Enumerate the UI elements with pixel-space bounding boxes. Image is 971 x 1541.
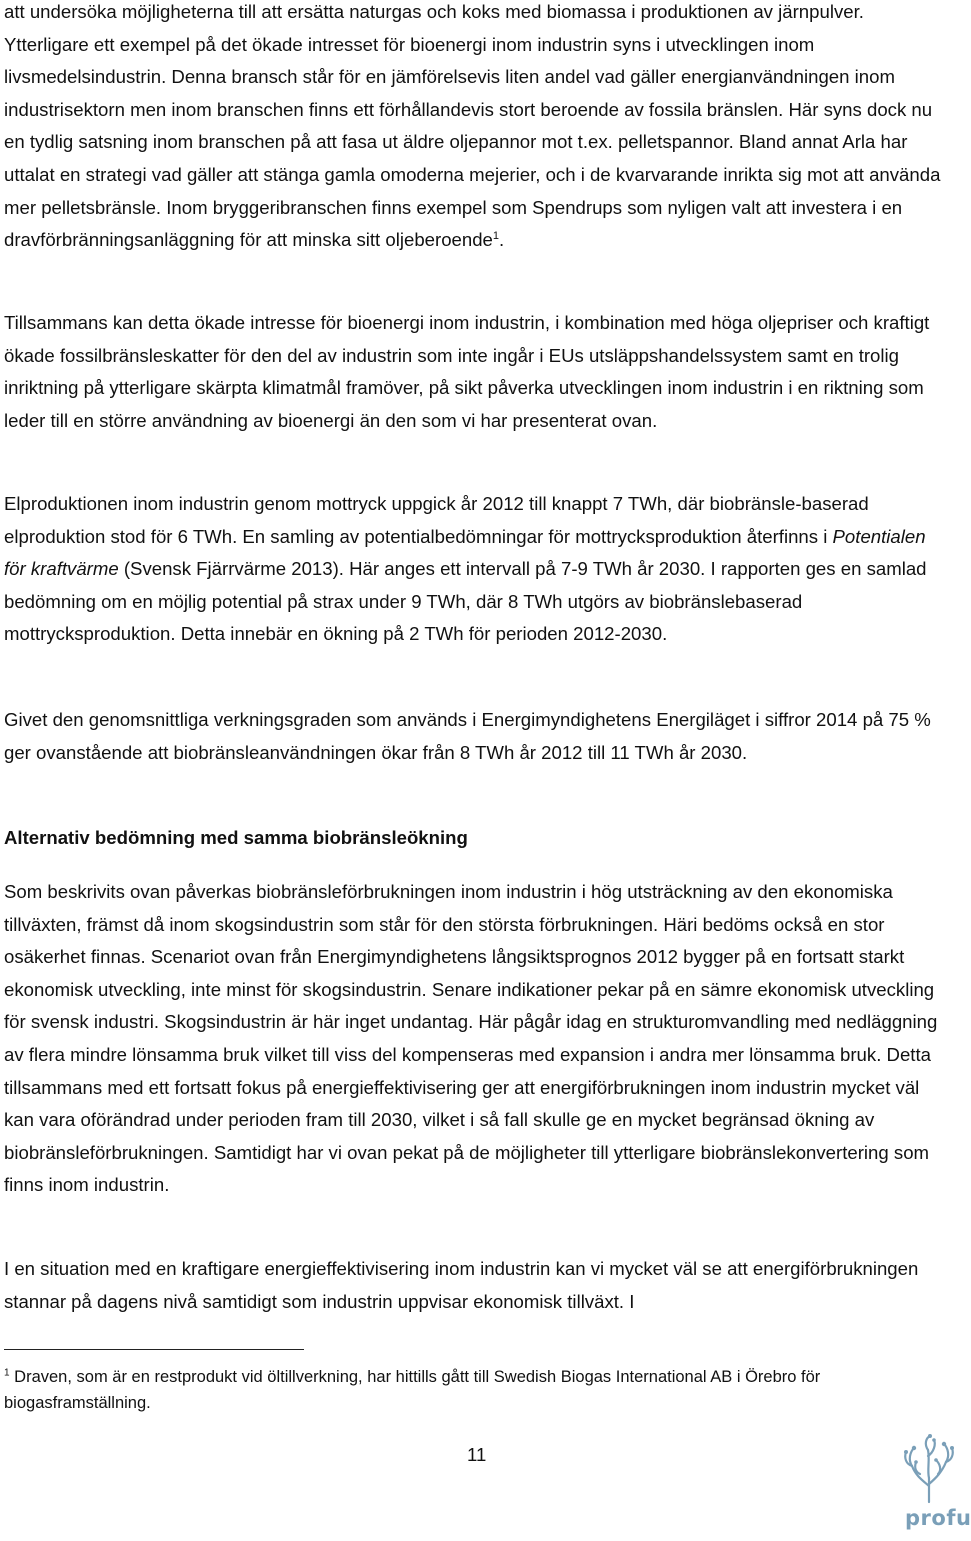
section-heading: Alternativ bedömning med samma biobränsleökning: [4, 827, 468, 848]
report-title: Potentialen för kraftvärme: [4, 525, 926, 580]
footnote-reference[interactable]: 1: [492, 229, 500, 242]
logo-text: profu: [905, 1506, 971, 1530]
footnote-number: 1: [4, 1367, 10, 1379]
page-number: 11: [467, 1444, 487, 1465]
paragraph-alternative-assessment: Som beskrivits ovan påverkas biobränsleförbrukningen inom industrin i hög utsträckning av den ekonomiska tillväxten, främst då inom skogsindustrin som står för den största förbrukningen. Häri bedöms också en stor osäkerhet finnas. Scenariot ovan från Energimyndighetens långsiktsprognos 2012 bygger på en fortsatt starkt ekonomisk utveckling, inte minst för skogsindustrin. Senare indikationer pekar på en sämre ekonomisk utveckling för svensk industri. Skogsindustrin är här inget undantag. Här pågår idag en strukturomvandling med nedläggning av flera mindre lönsamma bruk vilket till viss del kompenseras med expansion i andra mer lönsamma bruk. Detta tillsammans med ett fortsatt fokus på energieffektivisering ger att energiförbrukningen inom industrin mycket väl kan vara oförändrad under perioden fram till 2030, vilket i så fall skulle ge en mycket begränsad ökning av biobränsleförbrukningen. Samtidigt har vi ovan pekat på de möjligheter till ytterligare biobränslekonvertering som finns inom industrin.: [4, 881, 938, 1196]
paragraph-efficiency: Givet den genomsnittliga verkningsgraden som används i Energimyndighetens Energiläget i siffror 2014 på 75 % ger ovanstående att biobränsleanvändningen ökar från 8 TWh år 2012 till 11 TWh år 2030.: [4, 709, 931, 763]
paragraph-energy-efficiency-scenario: I en situation med en kraftigare energieffektivisering inom industrin kan vi mycket väl se att energiförbrukningen stannar på dagens nivå samtidigt som industrin uppvisar ekonomisk tillväxt. I: [4, 1258, 919, 1312]
paragraph-increased-interest: Tillsammans kan detta ökade intresse för bioenergi inom industrin, i kombination med höga oljepriser och kraftigt ökade fossilbränsleskatter för den del av industrin som inte ingår i EUs utsläppshandelssystem samt en trolig inriktning på ytterligare skärpta klimatmål framöver, på sikt påverka utvecklingen inom industrin i en riktning som leder till en större användning av bioenergi än den som vi har presenterat ovan.: [4, 312, 930, 431]
paragraph-electricity-production: Elproduktionen inom industrin genom mottryck uppgick år 2012 till knappt 7 TWh, där biobränsle-baserad elproduktion stod för 6 TWh. En samling av potentialbedömningar för mottrycksproduktion återfinns i Potentialen för kraftvärme (Svensk Fjärrvärme 2013). Här anges ett intervall på 7-9 TWh år 2030. I rapporten ges en samlad bedömning om en möjlig potential på strax under 9 TWh, där 8 TWh utgörs av biobränslebaserad mottrycksproduktion. Detta innebär en ökning på 2 TWh för perioden 2012-2030.: [4, 493, 927, 645]
paragraph-industry-bioenergy: att undersöka möjligheterna till att ersätta naturgas och koks med biomassa i produktionen av järnpulver. Ytterligare ett exempel på det ökade intresset för bioenergi inom industrin syns i utvecklingen inom livsmedelsindustrin. Denna bransch står för en jämförelsevis liten andel vad gäller energianvändningen inom industrisektorn men inom branschen finns ett förhållandevis stort beroende av fossila bränslen. Här syns dock nu en tydlig satsning inom branschen på att fasa ut äldre oljepannor mot t.ex. pelletspannor. Bland annat Arla har uttalat en strategi vad gäller att stänga gamla omoderna mejerier, och i de kvarvarande inrikta sig mot att använda mer pelletsbränsle. Inom bryggeribranschen finns exempel som Spendrups som nyligen valt att investera i en dravförbränningsanläggning för att minska sitt oljeberoende$^1$.: [4, 1, 941, 251]
footnote-separator: [4, 1349, 304, 1350]
footnote: $^1$ Draven, som är en restprodukt vid öltillverkning, har hittills gått till Swedish Biogas International AB i Örebro för biogasframställning.: [4, 1367, 821, 1412]
